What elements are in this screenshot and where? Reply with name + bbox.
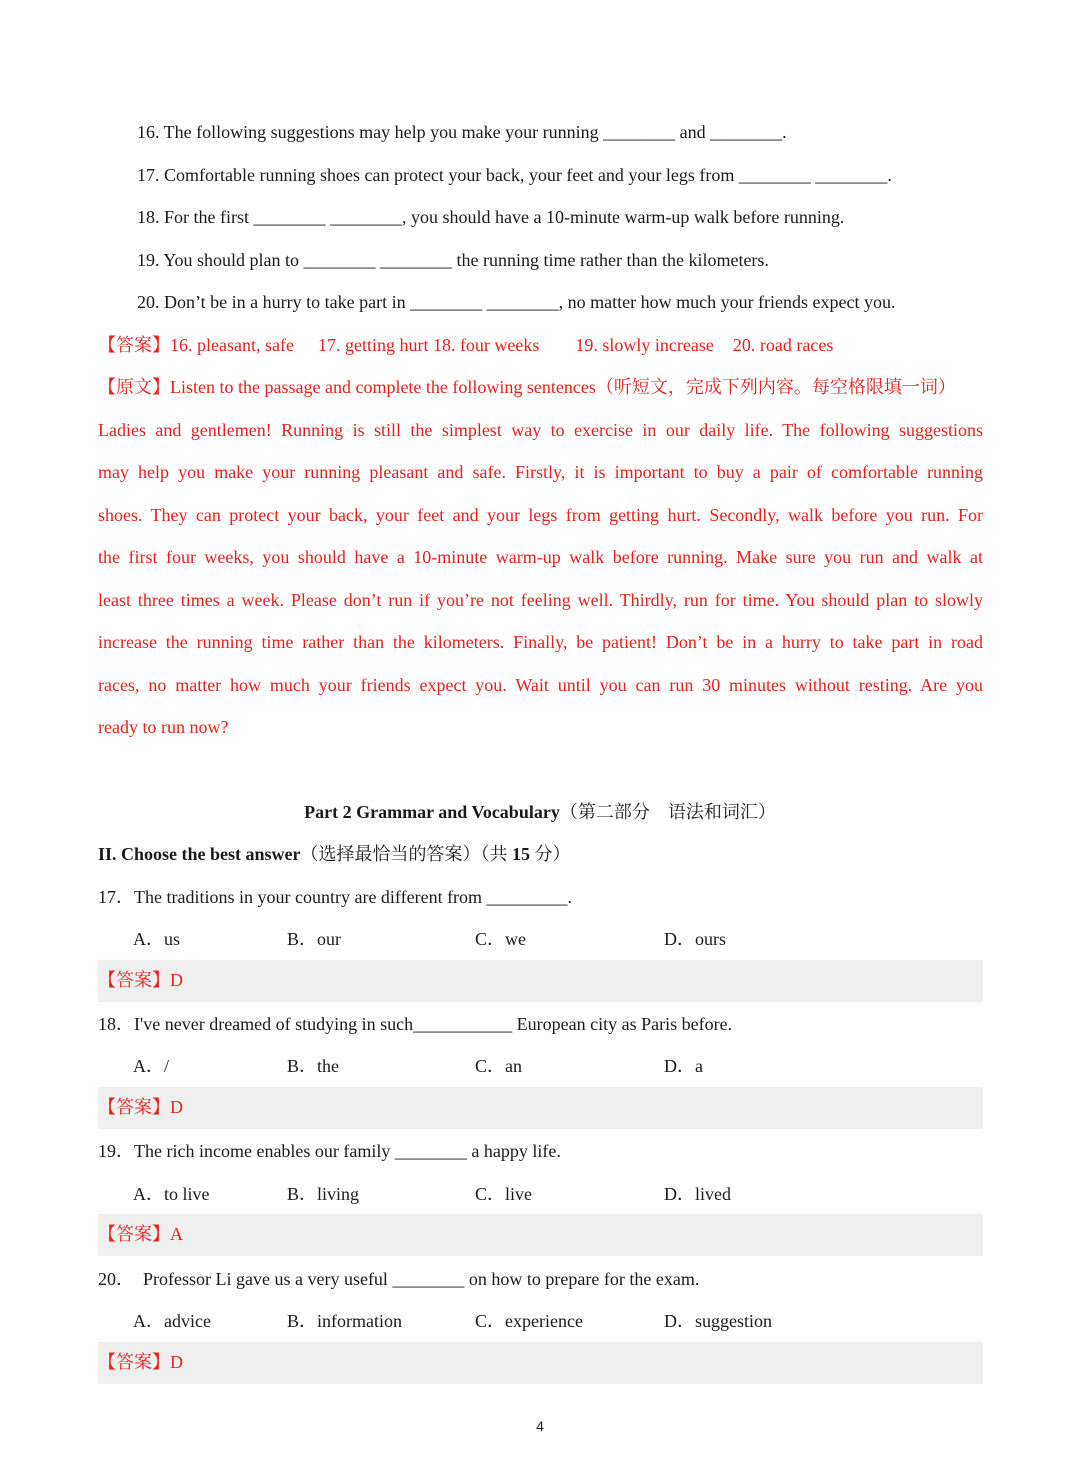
part2-title-en: Part 2 Grammar and Vocabulary <box>304 802 560 822</box>
option-c: C．live <box>475 1184 532 1204</box>
page-number: 4 <box>536 1418 544 1434</box>
listening-item-17: 17. Comfortable running shoes can protect your back, your feet and your legs from ________ ________. <box>137 165 892 185</box>
transcript-heading <box>98 375 956 399</box>
answer-bar <box>98 960 983 1002</box>
transcript-line-7: races, no matter how much your friends expect you. Wait until you can run 30 minutes without resting. Are you <box>98 675 983 695</box>
answer-part-3: 19. slowly increase <box>575 335 714 355</box>
transcript-line-5: least three times a week. Please don’t run if you’re not feeling well. Thirdly, run for time. You should plan to slowly <box>98 590 983 610</box>
listening-answer <box>98 333 833 357</box>
listening-item-20: 20. Don’t be in a hurry to take part in ________ ________, no matter how much your friends expect you. <box>137 292 896 312</box>
transcript-line-2: may help you make your running pleasant and safe. Firstly, it is important to buy a pair of comfortable running <box>98 462 983 482</box>
question-stem: 20． Professor Li gave us a very useful ________ on how to prepare for the exam. <box>98 1269 700 1289</box>
answer-bar <box>98 1087 983 1129</box>
transcript-instruction: Listen to the passage and complete the following sentences（听短文，完成下列内容。每空格限填一词） <box>170 377 956 397</box>
question-stem: 17．The traditions in your country are different from _________. <box>98 887 573 907</box>
option-b: B．information <box>287 1311 402 1331</box>
option-c: C．experience <box>475 1311 583 1331</box>
listening-item-18: 18. For the first ________ ________, you should have a 10-minute warm-up walk before running. <box>137 207 845 227</box>
option-d: D．a <box>664 1056 703 1076</box>
option-a: A．/ <box>133 1056 169 1076</box>
answer-part-4: 20. road races <box>732 335 834 355</box>
question-answer: 【答案】D <box>98 1352 183 1372</box>
option-b: B．our <box>287 929 341 949</box>
question-answer: 【答案】A <box>98 1224 183 1244</box>
transcript-line-1: Ladies and gentlemen! Running is still the simplest way to exercise in our daily life. The following suggestions <box>98 420 983 440</box>
question-answer: 【答案】D <box>98 1097 183 1117</box>
answer-part-1: 16. pleasant, safe <box>170 335 294 355</box>
option-a: A．to live <box>133 1184 210 1204</box>
option-b: B．living <box>287 1184 360 1204</box>
transcript-line-8: ready to run now? <box>98 717 229 737</box>
option-d: D．ours <box>664 929 726 949</box>
option-d: D．lived <box>664 1184 731 1204</box>
answer-part-2: 17. getting hurt 18. four weeks <box>317 335 540 355</box>
transcript-line-6: increase the running time rather than the kilometers. Finally, be patient! Don’t be in a hurry to take part in road <box>98 632 983 652</box>
option-c: C．an <box>475 1056 522 1076</box>
option-b: B．the <box>287 1056 339 1076</box>
section-title-en: II. Choose the best answer <box>98 844 301 864</box>
transcript-line-3: shoes. They can protect your back, your feet and your legs from getting hurt. Secondly, walk before you run. For <box>98 505 983 525</box>
listening-item-16: 16. The following suggestions may help you make your running ________ and ________. <box>137 122 787 142</box>
option-a: A．advice <box>133 1311 211 1331</box>
option-a: A．us <box>133 929 181 949</box>
option-c: C．we <box>475 929 526 949</box>
answer-tag: 【答案】 <box>98 335 170 355</box>
part2-title <box>0 800 1080 824</box>
section-heading <box>98 842 571 866</box>
section-score: 15 <box>512 844 530 864</box>
section-title-zh: （选择最恰当的答案）（共 <box>300 844 512 864</box>
part2-title-zh: （第二部分 语法和词汇） <box>559 802 776 822</box>
transcript-tag: 【原文】 <box>98 377 170 397</box>
question-answer: 【答案】D <box>98 970 183 990</box>
question-stem: 19．The rich income enables our family ________ a happy life. <box>98 1141 561 1161</box>
answer-bar <box>98 1342 983 1384</box>
listening-item-19: 19. You should plan to ________ ________ the running time rather than the kilometers. <box>137 250 769 270</box>
answer-bar <box>98 1214 983 1256</box>
transcript-line-4: the first four weeks, you should have a 10-minute warm-up walk before running. Make sure you run and walk at <box>98 547 983 567</box>
section-title-zh-end: 分） <box>530 844 571 864</box>
option-d: D．suggestion <box>664 1311 772 1331</box>
question-stem: 18．I've never dreamed of studying in such___________ European city as Paris before. <box>98 1014 733 1034</box>
